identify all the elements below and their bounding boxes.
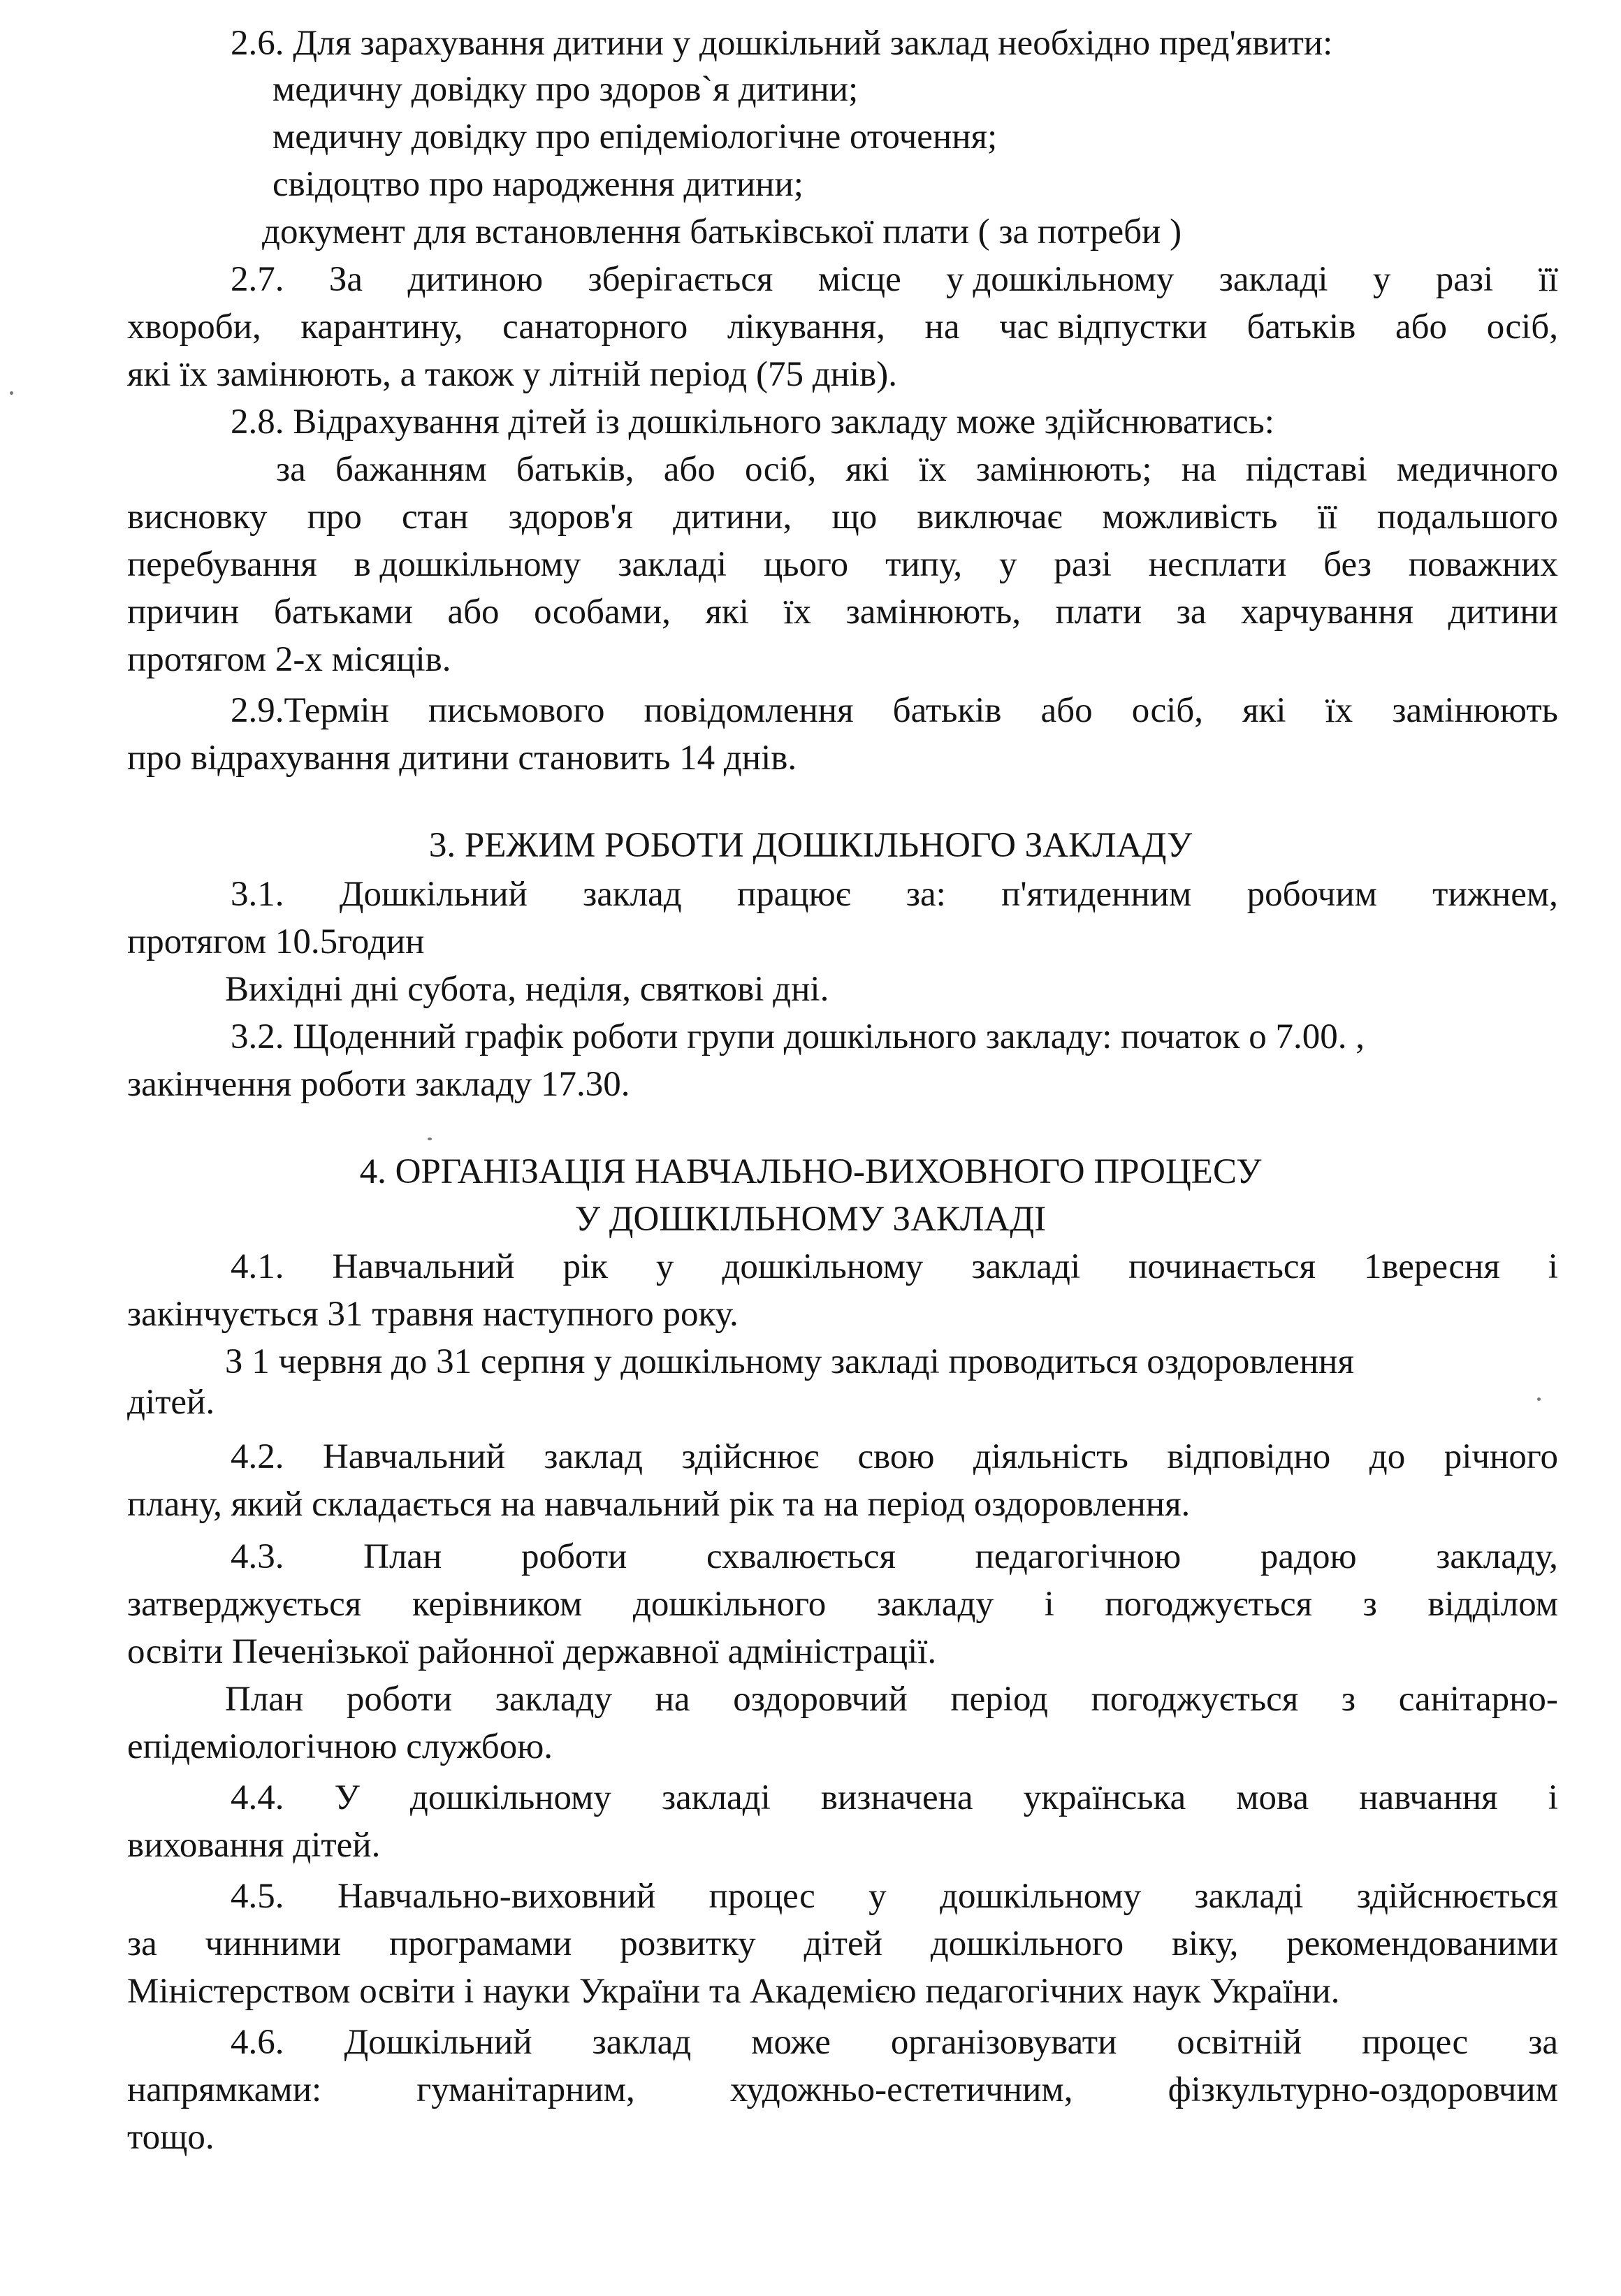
word: визначена bbox=[820, 1778, 973, 1817]
text-line: 3.2. Щоденний графік роботи групи дошкільного закладу: початок о 7.00. , bbox=[231, 1017, 1365, 1056]
word: типу, bbox=[885, 545, 963, 584]
word: Дошкільний bbox=[344, 2023, 532, 2062]
text-line: епідеміологічною службою. bbox=[127, 1727, 553, 1766]
word: за bbox=[127, 1924, 157, 1963]
word: 2.9.Термін bbox=[231, 691, 389, 730]
word: процес bbox=[708, 1877, 815, 1916]
word: організовувати bbox=[890, 2023, 1117, 2062]
word: санітарно- bbox=[1398, 1680, 1558, 1719]
word: стан bbox=[402, 497, 469, 537]
word: українська bbox=[1023, 1778, 1186, 1817]
word: час відпустки bbox=[999, 307, 1207, 347]
word: навчання bbox=[1359, 1778, 1498, 1817]
word: розвитку bbox=[620, 1924, 756, 1963]
word: разі bbox=[1435, 260, 1494, 299]
word: мова bbox=[1236, 1778, 1309, 1817]
text-line: З 1 червня до 31 серпня у дошкільному закладі проводиться оздоровлення bbox=[225, 1342, 1354, 1381]
word: у bbox=[655, 1247, 674, 1286]
word: на bbox=[924, 307, 960, 347]
word: за bbox=[276, 450, 306, 489]
word: замінюють bbox=[1392, 691, 1558, 730]
word: рік bbox=[562, 1247, 608, 1286]
word: Навчальний bbox=[322, 1437, 505, 1476]
word: віку, bbox=[1171, 1924, 1239, 1963]
word: про bbox=[307, 497, 362, 537]
word: діяльність bbox=[973, 1437, 1128, 1476]
word: або bbox=[1040, 691, 1093, 730]
word: повідомлення bbox=[644, 691, 854, 730]
word: процес bbox=[1362, 2023, 1469, 2062]
word: на bbox=[655, 1680, 690, 1719]
word: За bbox=[328, 260, 363, 299]
word: відповідно bbox=[1167, 1437, 1331, 1476]
text-line: закінчення роботи закладу 17.30. bbox=[127, 1065, 630, 1104]
word: виключає bbox=[917, 497, 1063, 537]
text-line: виховання дітей. bbox=[127, 1826, 381, 1865]
word: до bbox=[1369, 1437, 1406, 1476]
text-line: Вихідні дні субота, неділя, святкові дні. bbox=[225, 970, 829, 1009]
word: роботи bbox=[521, 1537, 627, 1576]
word: санаторного bbox=[502, 307, 688, 347]
text-line bbox=[127, 495, 1558, 539]
word: разі bbox=[1054, 545, 1112, 584]
text-line: медичну довідку про здоров`я дитини; bbox=[272, 70, 859, 109]
word: період bbox=[950, 1680, 1048, 1719]
text-line: плану, який складається на навчальний рік та на період оздоровлення. bbox=[127, 1485, 1191, 1524]
word: відділом bbox=[1427, 1585, 1558, 1624]
text-line bbox=[276, 447, 1558, 492]
word: за bbox=[1176, 593, 1207, 632]
word: і bbox=[1548, 1778, 1558, 1817]
word: у bbox=[1372, 260, 1391, 299]
word: погоджується bbox=[1105, 1585, 1313, 1624]
word: оздоровчий bbox=[733, 1680, 908, 1719]
word: здійснює bbox=[681, 1437, 820, 1476]
word: лікування, bbox=[727, 307, 885, 347]
text-line bbox=[127, 590, 1558, 634]
scan-speck bbox=[1537, 1397, 1541, 1401]
word: дитини bbox=[1448, 593, 1558, 632]
word: здійснюється bbox=[1356, 1877, 1558, 1916]
text-line: про відрахування дитини становить 14 днів. bbox=[127, 739, 797, 778]
word: батьків, bbox=[516, 450, 634, 489]
text-line: закінчується 31 травня наступного року. bbox=[127, 1295, 739, 1334]
word: плати bbox=[1055, 593, 1142, 632]
word: заклад bbox=[592, 2023, 692, 2062]
word: причин bbox=[127, 593, 240, 632]
text-line bbox=[231, 1434, 1558, 1479]
text-line bbox=[225, 1677, 1558, 1722]
word: педагогічною bbox=[975, 1537, 1182, 1576]
word: без bbox=[1323, 545, 1372, 584]
text-line: 2.6. Для зарахування дитини у дошкільний заклад необхідно пред'явити: bbox=[231, 24, 1333, 63]
word: у bbox=[999, 545, 1017, 584]
word: заклад bbox=[583, 875, 682, 914]
word: можливість bbox=[1102, 497, 1278, 537]
word: осіб, bbox=[1486, 307, 1558, 347]
word: і bbox=[1548, 1247, 1558, 1286]
word: п'ятиденним bbox=[1001, 875, 1192, 914]
word: Дошкільний bbox=[339, 875, 528, 914]
word: 4.6. bbox=[231, 2023, 284, 2062]
text-line bbox=[127, 1582, 1558, 1627]
scan-speck bbox=[428, 1138, 432, 1140]
text-line bbox=[231, 1874, 1558, 1919]
word: або bbox=[1395, 307, 1448, 347]
text-line: протягом 10.5годин bbox=[127, 922, 425, 961]
text-line: які їх замінюють, а також у літній період (75 днів). bbox=[127, 355, 897, 394]
word: 4.1. bbox=[231, 1247, 284, 1286]
word: за bbox=[1528, 2023, 1558, 2062]
word: погоджується bbox=[1091, 1680, 1299, 1719]
word: осіб, bbox=[1131, 691, 1203, 730]
word: їх bbox=[783, 593, 812, 632]
word: художньо-естетичним, bbox=[729, 2070, 1073, 2109]
text-line bbox=[231, 1534, 1558, 1579]
word: 4.2. bbox=[231, 1437, 284, 1476]
text-line: Міністерством освіти і науки України та Академією педагогічних наук України. bbox=[127, 1972, 1340, 2011]
section-heading: У ДОШКІЛЬНОМУ ЗАКЛАДІ bbox=[574, 1200, 1047, 1239]
text-line bbox=[127, 1921, 1558, 1966]
word: радою bbox=[1260, 1537, 1357, 1576]
word: дитини, bbox=[673, 497, 792, 537]
text-line bbox=[231, 257, 1558, 302]
word: програмами bbox=[388, 1924, 572, 1963]
text-line bbox=[231, 2020, 1558, 2065]
text-line: документ для встановлення батьківської плати ( за потреби ) bbox=[262, 212, 1182, 252]
word: здоров'я bbox=[508, 497, 634, 537]
word: робочим bbox=[1246, 875, 1377, 914]
text-line: свідоцтво про народження дитини; bbox=[272, 165, 804, 204]
text-line bbox=[127, 2068, 1558, 2112]
word: Навчально-виховний bbox=[337, 1877, 656, 1916]
word: починається bbox=[1128, 1247, 1316, 1286]
word: з bbox=[1362, 1585, 1377, 1624]
text-line bbox=[127, 542, 1558, 587]
word: з bbox=[1341, 1680, 1356, 1719]
word: батьків bbox=[1246, 307, 1356, 347]
word: у bbox=[868, 1877, 887, 1916]
text-line bbox=[231, 1775, 1558, 1820]
word: батьками bbox=[273, 593, 413, 632]
word: закладу bbox=[495, 1680, 612, 1719]
word: дошкільному bbox=[940, 1877, 1142, 1916]
text-line bbox=[127, 305, 1558, 349]
word: річного bbox=[1444, 1437, 1558, 1476]
word: працює bbox=[736, 875, 851, 914]
word: підставі bbox=[1245, 450, 1367, 489]
text-line: тощо. bbox=[127, 2118, 215, 2157]
scan-speck bbox=[10, 391, 13, 395]
word: за: bbox=[906, 875, 946, 914]
word: подальшого bbox=[1376, 497, 1558, 537]
word: її bbox=[1538, 260, 1558, 299]
word: дошкільного bbox=[930, 1924, 1124, 1963]
word: її bbox=[1317, 497, 1337, 537]
text-line: медичну довідку про епідеміологічне оточення; bbox=[272, 117, 998, 157]
word: несплати bbox=[1148, 545, 1287, 584]
word: закладу, bbox=[1436, 1537, 1558, 1576]
word: чинними bbox=[205, 1924, 342, 1963]
text-line bbox=[231, 1244, 1558, 1289]
word: дошкільному bbox=[409, 1778, 611, 1817]
word: бажанням bbox=[335, 450, 487, 489]
word: або bbox=[447, 593, 500, 632]
word: які bbox=[705, 593, 749, 632]
text-line bbox=[231, 688, 1558, 733]
word: закладі bbox=[1194, 1877, 1304, 1916]
word: схвалюється bbox=[706, 1537, 896, 1576]
word: закладі bbox=[618, 545, 727, 584]
word: зберігається bbox=[588, 260, 773, 299]
word: що bbox=[831, 497, 878, 537]
word: які bbox=[1242, 691, 1286, 730]
word: напрямками: bbox=[127, 2070, 322, 2109]
word: свою bbox=[857, 1437, 935, 1476]
word: замінюють; bbox=[975, 450, 1152, 489]
word: 3.1. bbox=[231, 875, 284, 914]
section-heading: 4. ОРГАНІЗАЦІЯ НАВЧАЛЬНО-ВИХОВНОГО ПРОЦЕСУ bbox=[359, 1152, 1262, 1191]
word: висновку bbox=[127, 497, 268, 537]
word: 1вересня bbox=[1364, 1247, 1500, 1286]
word: роботи bbox=[346, 1680, 453, 1719]
text-line: освіти Печенізької районної державної адміністрації. bbox=[127, 1632, 937, 1671]
word: 2.7. bbox=[231, 260, 284, 299]
word: гуманітарним, bbox=[416, 2070, 635, 2109]
word: закладі bbox=[662, 1778, 771, 1817]
word: закладі bbox=[1219, 260, 1328, 299]
word: заклад bbox=[544, 1437, 643, 1476]
word: на bbox=[1181, 450, 1216, 489]
word: закладі bbox=[971, 1247, 1081, 1286]
word: У bbox=[334, 1778, 360, 1817]
word: або bbox=[663, 450, 715, 489]
word: хвороби, bbox=[127, 307, 261, 347]
word: дошкільного bbox=[632, 1585, 827, 1624]
word: керівником bbox=[412, 1585, 583, 1624]
section-heading: 3. РЕЖИМ РОБОТИ ДОШКІЛЬНОГО ЗАКЛАДУ bbox=[428, 826, 1193, 865]
word: дітей bbox=[804, 1924, 882, 1963]
word: цього bbox=[763, 545, 849, 584]
word: може bbox=[751, 2023, 831, 2062]
word: затверджується bbox=[127, 1585, 362, 1624]
word: місце bbox=[817, 260, 901, 299]
word: закладу bbox=[876, 1585, 994, 1624]
word: осіб, bbox=[744, 450, 817, 489]
word: 4.4. bbox=[231, 1778, 284, 1817]
word: батьків bbox=[892, 691, 1002, 730]
word: рекомендованими bbox=[1286, 1924, 1558, 1963]
word: 4.3. bbox=[231, 1537, 284, 1576]
word: у дошкільному bbox=[946, 260, 1175, 299]
word: дошкільному bbox=[722, 1247, 924, 1286]
word: які bbox=[845, 450, 889, 489]
word: освітній bbox=[1177, 2023, 1302, 2062]
word: письмового bbox=[428, 691, 605, 730]
word: поважних bbox=[1408, 545, 1558, 584]
word: особами, bbox=[534, 593, 671, 632]
text-line: протягом 2-х місяців. bbox=[127, 640, 451, 679]
word: харчування bbox=[1241, 593, 1413, 632]
word: дитиною bbox=[407, 260, 544, 299]
word: фізкультурно-оздоровчим bbox=[1168, 2070, 1558, 2109]
word: тижнем, bbox=[1432, 875, 1558, 914]
word: 4.5. bbox=[231, 1877, 284, 1916]
word: в дошкільному bbox=[354, 545, 581, 584]
word: карантину, bbox=[300, 307, 463, 347]
word: План bbox=[225, 1680, 304, 1719]
text-line: 2.8. Відрахування дітей із дошкільного закладу може здійснюватись: bbox=[231, 402, 1274, 442]
word: їх bbox=[918, 450, 947, 489]
word: і bbox=[1044, 1585, 1054, 1624]
word: замінюють, bbox=[845, 593, 1021, 632]
text-line: дітей. bbox=[127, 1383, 215, 1422]
word: перебування bbox=[127, 545, 317, 584]
word: План bbox=[363, 1537, 442, 1576]
word: медичного bbox=[1396, 450, 1558, 489]
word: їх bbox=[1325, 691, 1353, 730]
text-line bbox=[231, 872, 1558, 917]
word: Навчальний bbox=[332, 1247, 515, 1286]
